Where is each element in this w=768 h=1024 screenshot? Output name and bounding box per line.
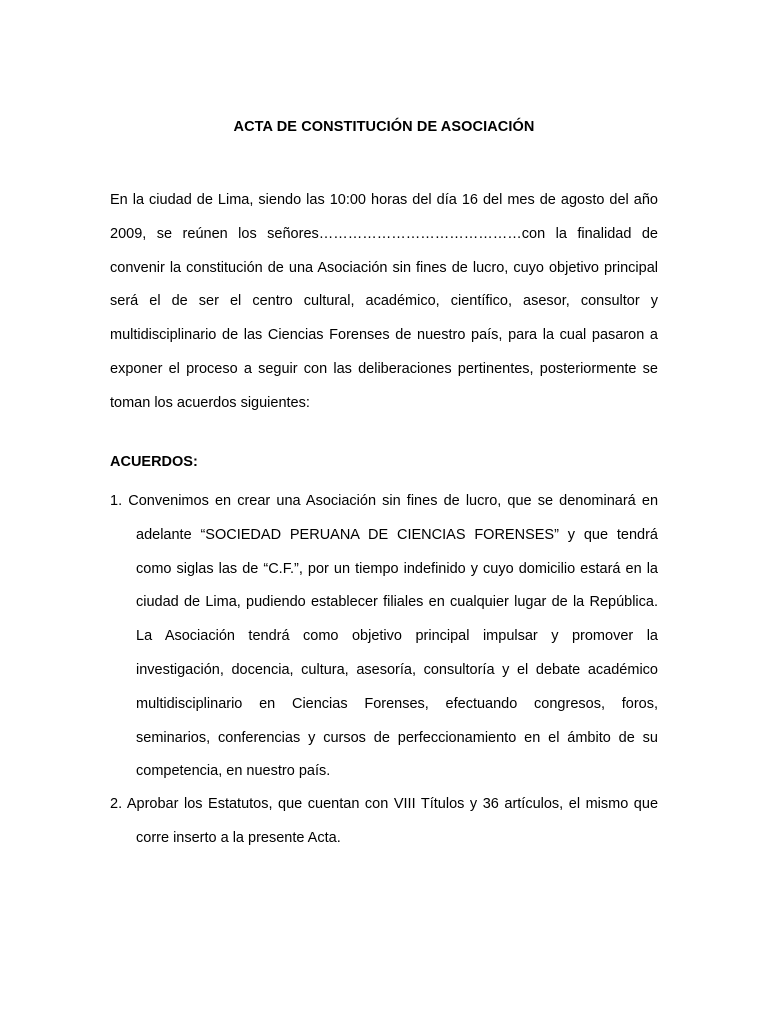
agreements-heading: ACUERDOS: [110, 454, 198, 470]
intro-paragraph: En la ciudad de Lima, siendo las 10:00 horas del día 16 del mes de agosto del año 2009, se reúnen los señores……………………………………con la finalidad de convenir la constitución de una Asociación sin fines de lucro, cuyo objetivo principal será el de ser el centro cultural, académico, científico, asesor, consultor y multidisciplinario de las Ciencias Forenses de nuestro país, para la cual pasaron a exponer el proceso a seguir con las deliberaciones pertinentes, posteriormente se toman los acuerdos siguientes: [110, 192, 658, 411]
agreement-item [110, 485, 658, 789]
agreement-item [110, 788, 658, 856]
agreement-number: 1. [110, 493, 123, 509]
agreement-number: 2. [110, 796, 123, 812]
agreement-text: Convenimos en crear una Asociación sin fines de lucro, que se denominará en adelante “SOCIEDAD PERUANA DE CIENCIAS FORENSES” y que tendrá como siglas las de “C.F.”, por un tiempo indefinido y cuyo domicilio estará en la ciudad de Lima, pudiendo establecer filiales en cualquier lugar de la República. La Asociación tendrá como objetivo principal impulsar y promover la investigación, docencia, cultura, asesoría, consultoría y el debate académico multidisciplinario en Ciencias Forenses, efectuando congresos, foros, seminarios, conferencias y cursos de perfeccionamiento en el ámbito de su competencia, en nuestro país. [128, 493, 659, 780]
agreement-text: Aprobar los Estatutos, que cuentan con VIII Títulos y 36 artículos, el mismo que corre inserto a la presente Acta. [126, 796, 659, 846]
document-title: ACTA DE CONSTITUCIÓN DE ASOCIACIÓN [233, 119, 535, 135]
